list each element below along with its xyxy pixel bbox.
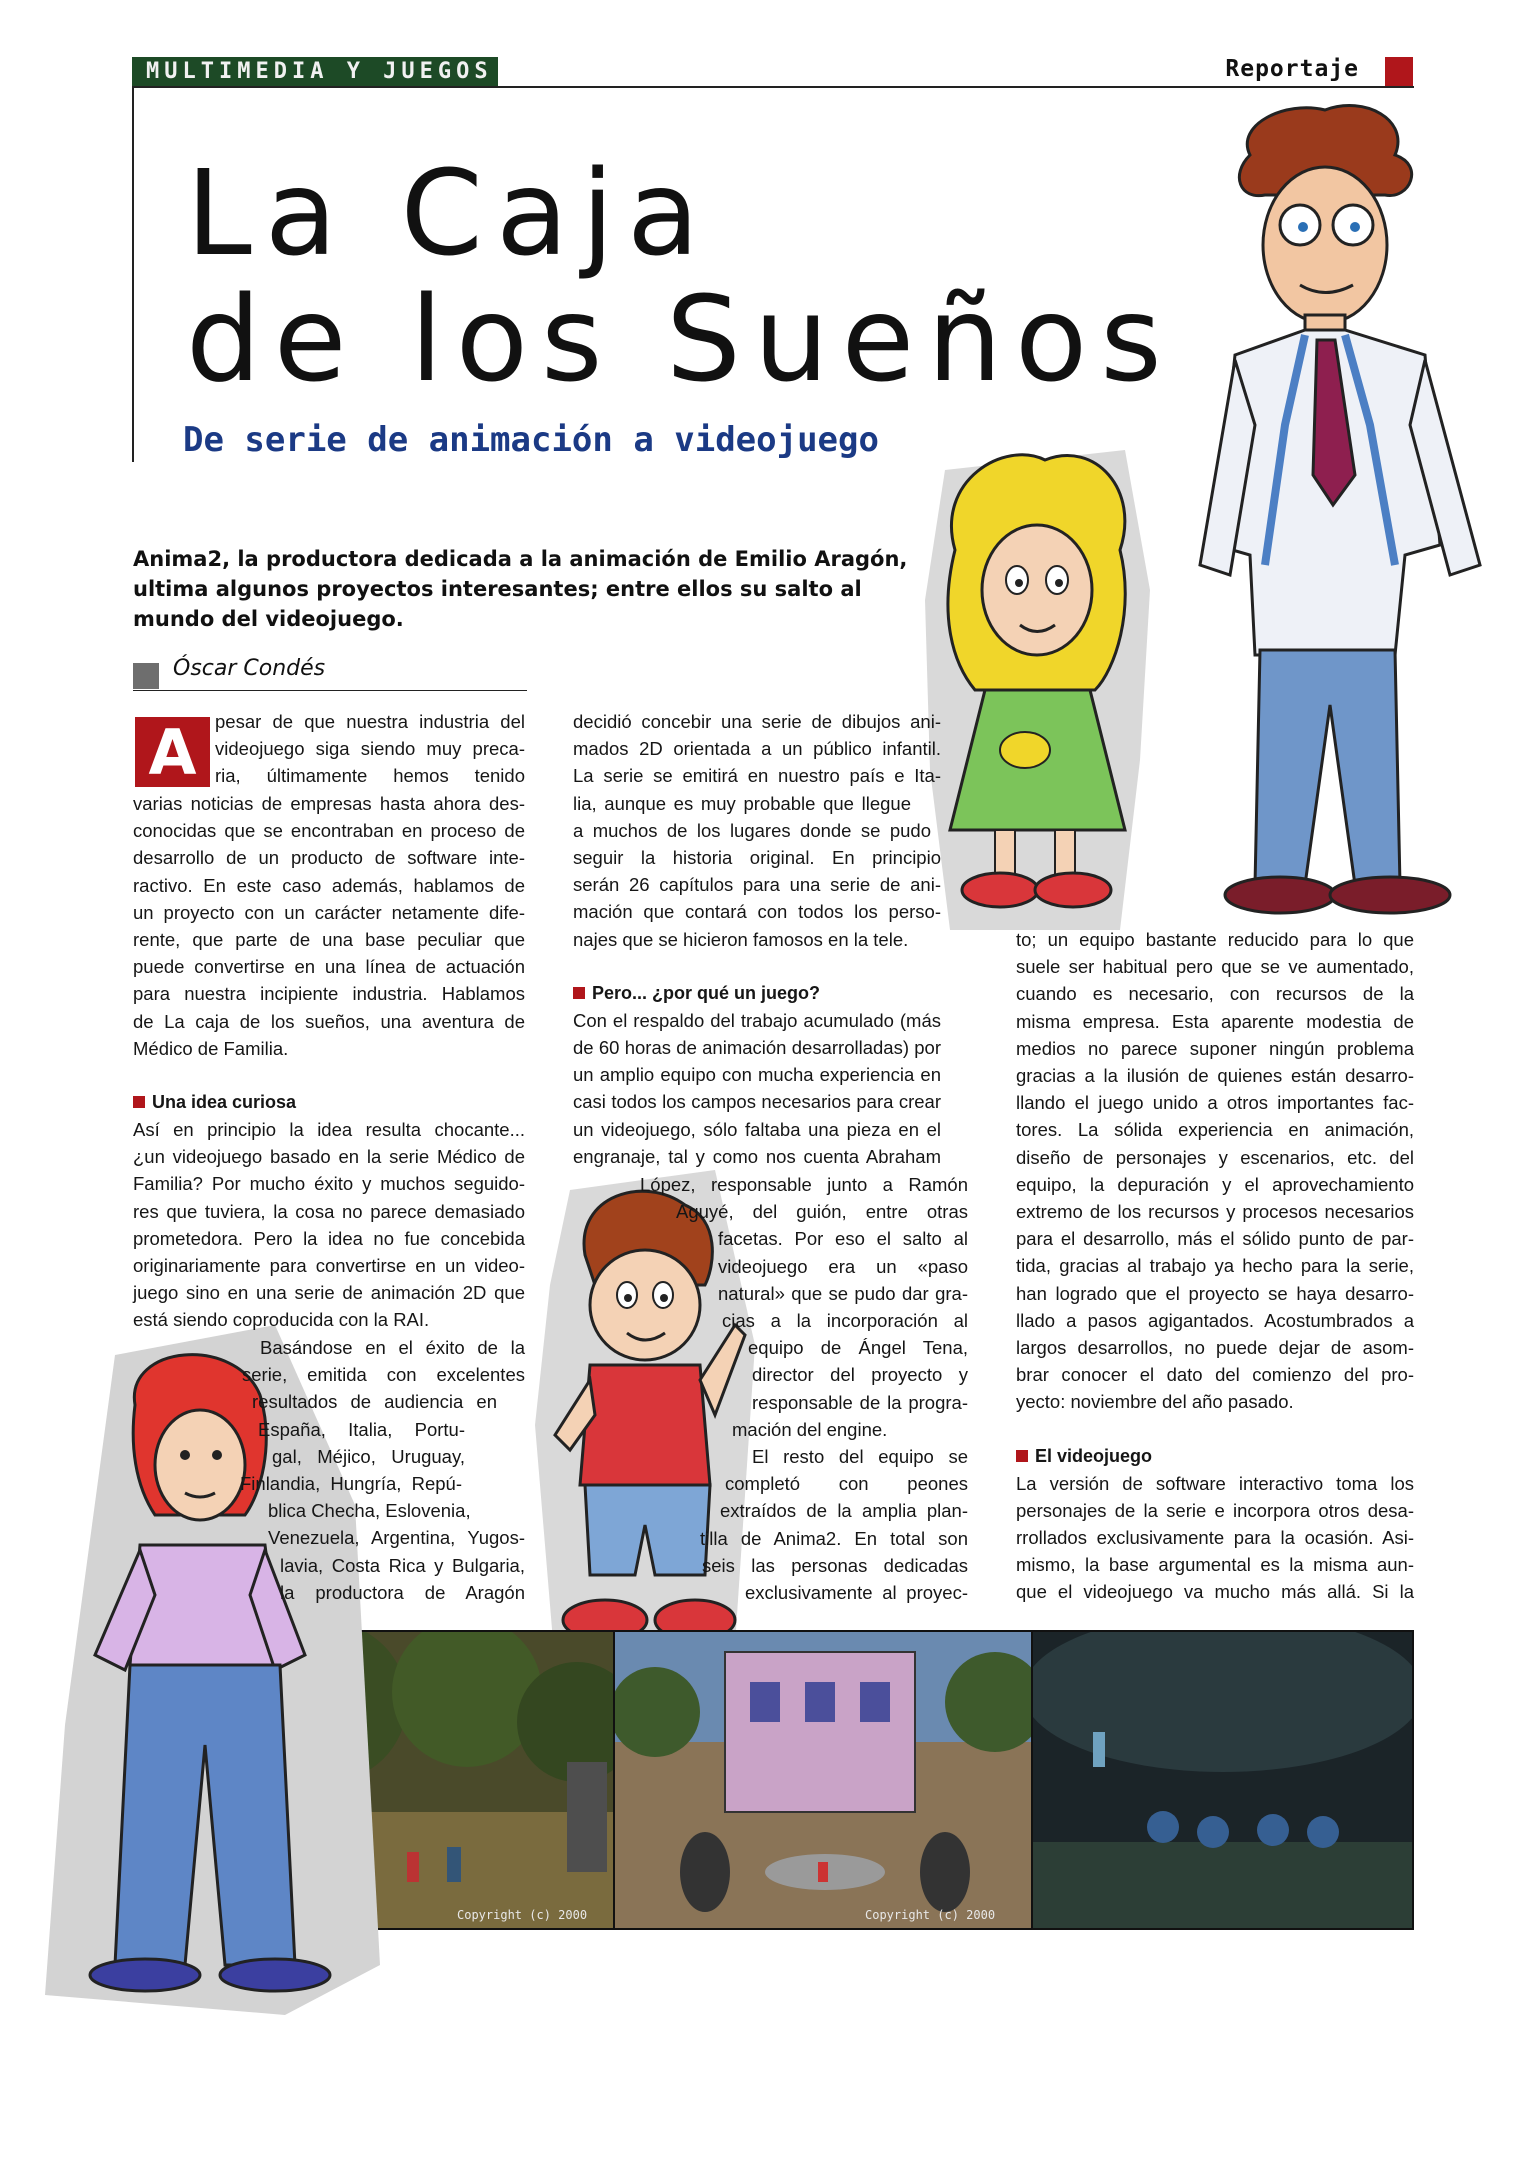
- text-line: la productora de Aragón: [280, 1581, 525, 1603]
- col2-wrap: [640, 1171, 968, 1606]
- text-line: ria, últimamente hemos tenido: [215, 765, 525, 787]
- section-heading-why: Pero... ¿por qué un juego?: [573, 980, 941, 1007]
- text-line: videojuego siga siendo muy preca-: [215, 738, 525, 760]
- doctor-character-illustration: [1195, 95, 1495, 950]
- text-line: gracias a la ilusión de quienes están desarro-: [1016, 1065, 1414, 1087]
- text-line: un amplio equipo con mucha experiencia en: [573, 1064, 941, 1086]
- text-line: juego sino en una serie de animación 2D que: [133, 1282, 525, 1304]
- text-line: gal, Méjico, Uruguay,: [272, 1445, 465, 1467]
- text-line: rrollados exclusivamente para la ocasión. Asi-: [1016, 1527, 1414, 1549]
- text-line: cias a la incorporación al: [722, 1310, 968, 1332]
- author-rule: [133, 690, 527, 691]
- text-line: ractivo. En este caso además, hablamos de: [133, 874, 525, 896]
- text-line: Médico de Familia.: [133, 1037, 289, 1059]
- screenshot-plaza-scene: [615, 1632, 1033, 1930]
- text-line: tida, gracias al trabajo ya hecho para la serie,: [1016, 1255, 1414, 1277]
- text-line: El resto del equipo se: [752, 1446, 968, 1468]
- title-left-rule: [132, 86, 134, 462]
- text-line: puede convertirse en una línea de actuación: [133, 956, 525, 978]
- section-heading-videojuego: El videojuego: [1016, 1443, 1414, 1470]
- text-line: najes que se hicieron famosos en la tele.: [573, 928, 909, 950]
- text-line: to; un equipo bastante reducido para lo que: [1016, 929, 1414, 950]
- text-line: que el videojuego va mucho más allá. Si la: [1016, 1581, 1414, 1603]
- text-line: La serie se emitirá en nuestro país e Ita-: [573, 765, 941, 787]
- col1-intro-top: [215, 708, 525, 790]
- text-line: han logrado que el proyecto se haya desarro-: [1016, 1282, 1414, 1304]
- subtitle: De serie de animación a videojuego: [183, 420, 879, 460]
- text-line: a muchos de los lugares donde se pudo: [573, 819, 931, 841]
- text-line: para el desarrollo, más el sólido punto de par-: [1016, 1228, 1414, 1250]
- title-line-1: La Caja: [186, 144, 713, 282]
- drop-cap: A: [135, 717, 210, 787]
- text-line: un proyecto con un carácter netamente dife-: [133, 901, 525, 923]
- text-line: prometedora. Pero la idea no fue concebida: [133, 1227, 525, 1249]
- author-marker: [133, 663, 159, 689]
- text-line: mismo, la base argumental es la misma aun-: [1016, 1554, 1414, 1576]
- text-line: decidió concebir una serie de dibujos ani-: [573, 711, 941, 732]
- girl-character-illustration: [925, 440, 1150, 930]
- text-line: yecto: noviembre del año pasado.: [1016, 1391, 1294, 1413]
- lead-paragraph: Anima2, la productora dedicada a la animación de Emilio Aragón, ultima algunos proyectos interesantes; entre ellos su salto al mundo del videojuego.: [133, 547, 908, 631]
- text-line: diseño de personajes y escenarios, etc. del: [1016, 1146, 1414, 1168]
- text-line: originariamente para convertirse en un video-: [133, 1255, 525, 1277]
- text-line: Así en principio la idea resulta chocante...: [133, 1119, 525, 1141]
- text-line: Con el respaldo del trabajo acumulado (más: [573, 1009, 941, 1031]
- text-line: seguir la historia original. En principio: [573, 847, 941, 869]
- text-line: suele ser habitual pero que se ve aumentado,: [1016, 956, 1414, 978]
- screenshot-night-scene: [1033, 1632, 1414, 1930]
- col1-wrap: [230, 1334, 525, 1606]
- text-line: res que tuviera, la cosa no parece demasiado: [133, 1200, 525, 1222]
- text-line: exclusivamente al proyec-: [745, 1582, 968, 1604]
- text-line: engranaje, tal y como nos cuenta Abraham: [573, 1145, 941, 1167]
- text-line: director del proyecto y: [752, 1364, 968, 1386]
- text-line: de La caja de los sueños, una aventura de: [133, 1010, 525, 1032]
- text-line: blica Checha, Eslovenia,: [268, 1500, 471, 1522]
- text-line: lia, aunque es muy probable que llegue: [573, 792, 911, 814]
- text-line: rente, que parte de una base peculiar que: [133, 929, 525, 951]
- red-marker: [1385, 57, 1413, 86]
- text-line: Venezuela, Argentina, Yugos-: [268, 1527, 525, 1549]
- text-line: responsable de la progra-: [752, 1391, 968, 1413]
- text-line: llando el juego unido a otros importantes fac-: [1016, 1092, 1414, 1114]
- text-line: extraídos de la amplia plan-: [720, 1500, 968, 1522]
- article-type: Reportaje: [1225, 56, 1359, 82]
- screenshot-night: [1031, 1630, 1414, 1930]
- text-line: está siendo coproducida con la RAI.: [133, 1309, 430, 1331]
- text-line: medios no parece suponer ningún problema: [1016, 1037, 1414, 1059]
- text-line: misma empresa. Esta aparente modestia de: [1016, 1010, 1414, 1032]
- text-line: equipo, la depuración y el aprovechamiento: [1016, 1173, 1414, 1195]
- text-line: para nuestra incipiente industria. Hablamos: [133, 983, 525, 1005]
- text-line: López, responsable junto a Ramón: [640, 1174, 968, 1195]
- text-line: brar conocer el dato del comienzo del pro-: [1016, 1364, 1414, 1386]
- text-line: ¿un videojuego basado en la serie Médico de: [133, 1146, 525, 1168]
- text-line: extremo de los recursos y procesos necesarios: [1016, 1201, 1414, 1223]
- text-line: personajes de la serie e incorpora otros desa-: [1016, 1499, 1414, 1521]
- title-line-2: de los Sueños: [186, 270, 1175, 408]
- text-line: España, Italia, Portu-: [258, 1418, 465, 1440]
- col2-top: [573, 708, 941, 1170]
- text-line: natural» que se pudo dar gra-: [718, 1282, 968, 1304]
- text-line: Familia? Por mucho éxito y muchos seguido-: [133, 1173, 525, 1195]
- text-line: facetas. Por eso el salto al: [718, 1228, 968, 1250]
- text-line: La versión de software interactivo toma los: [1016, 1472, 1414, 1494]
- text-line: mación que contará con todos los perso-: [573, 901, 941, 923]
- text-line: un videojuego, sólo faltaba una pieza en el: [573, 1118, 941, 1140]
- section-tag: MULTIMEDIA Y JUEGOS: [132, 57, 498, 86]
- text-line: varias noticias de empresas hasta ahora des-: [133, 793, 525, 814]
- text-line: de 60 horas de animación desarrolladas) por: [573, 1037, 941, 1059]
- text-line: videojuego era un «paso: [718, 1255, 968, 1277]
- text-line: completó con peones: [725, 1473, 968, 1495]
- text-line: casi todos los campos necesarios para crear: [573, 1091, 941, 1113]
- header-rule: [132, 86, 1414, 88]
- page-title: [186, 144, 1175, 408]
- text-line: llado a pasos agigantados. Acostumbrados a: [1016, 1309, 1414, 1331]
- col1-intro: [133, 790, 525, 1334]
- screenshot-plaza: [613, 1630, 1033, 1930]
- text-line: conocidas que se encontraban en proceso de: [133, 820, 525, 842]
- text-line: Finlandia, Hungría, Repú-: [240, 1473, 462, 1495]
- text-line: Basándose en el éxito de la: [260, 1337, 525, 1358]
- text-line: desarrollo de un producto de software inte-: [133, 847, 525, 869]
- text-line: lavia, Costa Rica y Bulgaria,: [280, 1554, 525, 1576]
- text-line: mación del engine.: [732, 1418, 888, 1440]
- text-line: cuando es necesario, con recursos de la: [1016, 983, 1414, 1005]
- text-line: resultados de audiencia en: [252, 1391, 497, 1413]
- col3: [1016, 926, 1414, 1606]
- screenshot-caption-1: Copyright (c) 2000: [457, 1908, 588, 1922]
- text-line: Aguyé, del guión, entre otras: [676, 1201, 968, 1223]
- text-line: pesar de que nuestra industria del: [215, 711, 525, 732]
- text-line: tilla de Anima2. En total son: [700, 1527, 968, 1549]
- screenshot-caption-2: Copyright (c) 2000: [865, 1908, 996, 1922]
- text-line: serán 26 capítulos para una serie de ani-: [573, 874, 941, 896]
- text-line: serie, emitida con excelentes: [242, 1364, 525, 1386]
- text-line: largos desarrollos, no puede dejar de asom-: [1016, 1337, 1414, 1359]
- text-line: seis las personas dedicadas: [702, 1554, 968, 1576]
- text-line: mados 2D orientada a un público infantil.: [573, 738, 941, 760]
- author-name: Óscar Condés: [173, 656, 326, 681]
- text-line: tores. La sólida experiencia en animación,: [1016, 1119, 1414, 1141]
- section-heading-idea: Una idea curiosa: [133, 1089, 525, 1116]
- text-line: equipo de Ángel Tena,: [748, 1337, 968, 1359]
